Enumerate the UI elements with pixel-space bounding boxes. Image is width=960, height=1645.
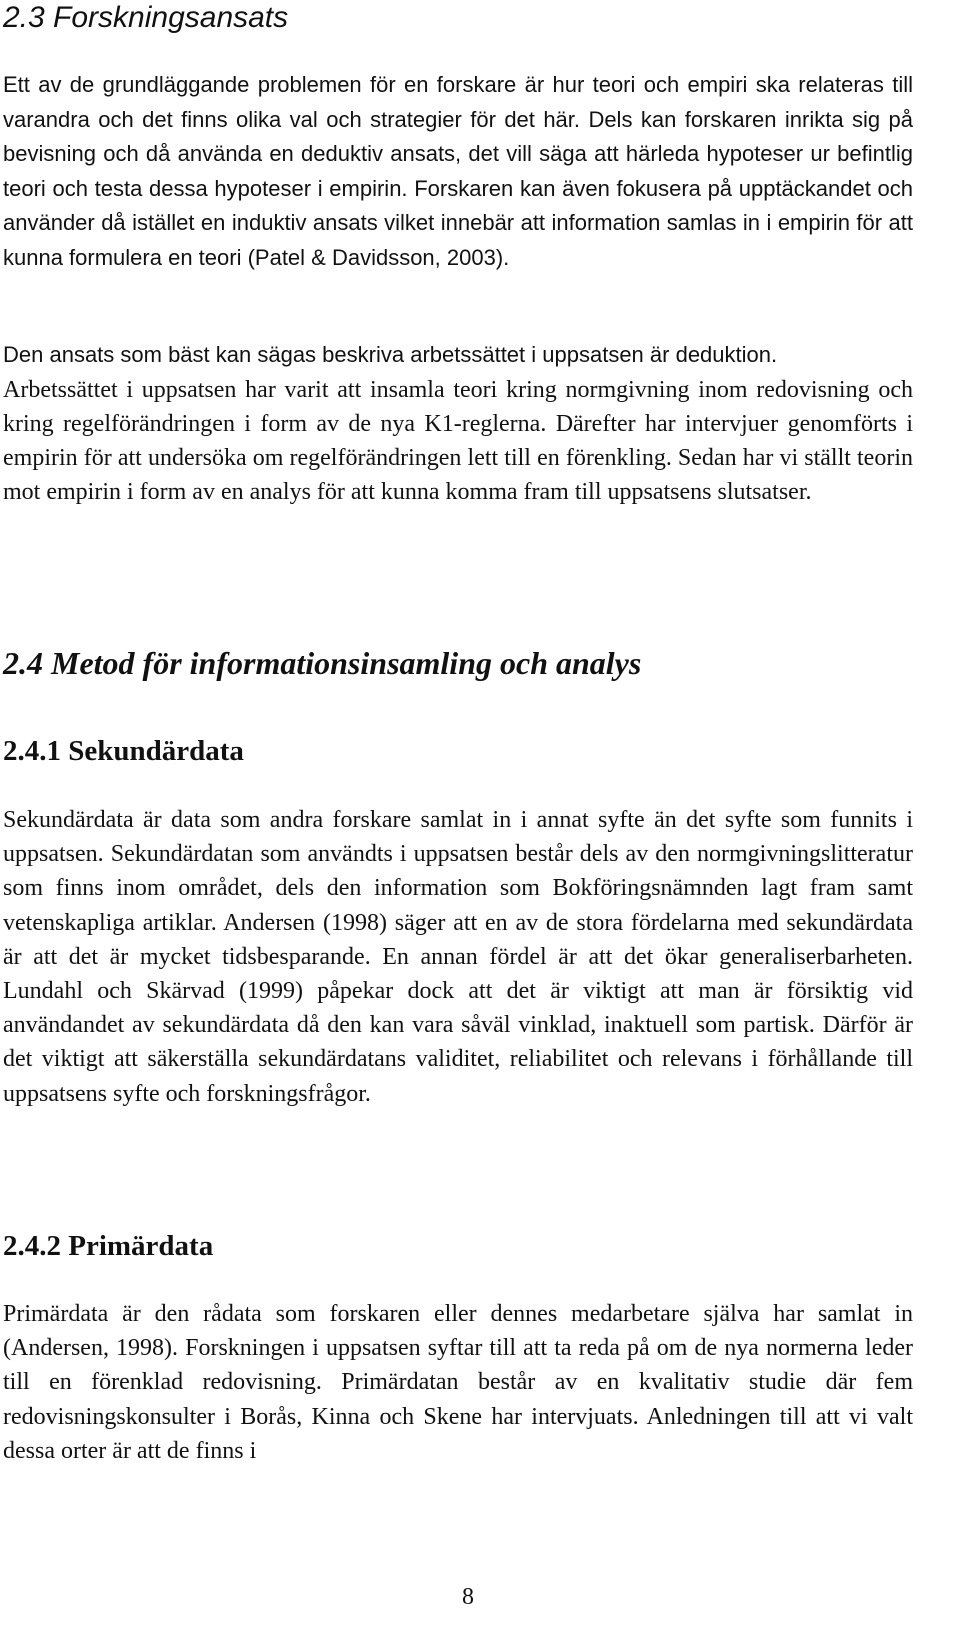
section-heading-2-3: 2.3 Forskningsansats [3, 1, 289, 34]
section-2-3-paragraph-1 [3, 68, 913, 275]
section-2-3 [3, 0, 913, 36]
body-paragraph: Ett av de grundläggande problemen för en forskare är hur teori och empiri ska relateras till varandra och det finns olika val och strategier för det här. Dels kan forskaren inrikta sig på bevisning och då använda en deduktiv ansats, det vill säga att härleda hypoteser ur befintlig teori och testa dessa hypoteser i empirin. Forskaren kan även fokusera på upptäckandet och använder då istället en induktiv ansats vilket innebär att information samlas in i empirin för att kunna formulera en teori (Patel & Davidsson, 2003). [3, 72, 913, 270]
section-2-4-1-paragraph [3, 803, 913, 1111]
body-paragraph: Primärdata är den rådata som forskaren eller dennes medarbetare själva har samlat in (Andersen, 1998). Forskningen i uppsatsen syftar till att ta reda på om de nya normerna leder till en förenklad redovisning. Primärdatan består av en kvalitativ studie där fem redovisningskonsulter i Borås, Kinna och Skene har intervjuats. Anledningen till att vi valt dessa orter är att de finns i [3, 1301, 913, 1464]
section-2-3-paragraph-2 [3, 338, 913, 509]
body-paragraph: Arbetssättet i uppsatsen har varit att insamla teori kring normgivning inom redovisning och kring regelförändringen i form av de nya K1-reglerna. Därefter har intervjuer genomförts i empirin för att undersöka om regelförändringen lett till en förenkling. Sedan har vi ställt teorin mot empirin i form av en analys för att kunna komma fram till uppsatsens slutsatser. [3, 376, 913, 506]
section-2-4-2 [3, 1228, 913, 1264]
section-heading-2-4-1: 2.4.1 Sekundärdata [3, 735, 244, 767]
section-heading-2-4: 2.4 Metod för informationsinsamling och analys [3, 645, 642, 681]
section-heading-2-4-2: 2.4.2 Primärdata [3, 1230, 214, 1262]
section-2-4-2-paragraph [3, 1297, 913, 1468]
section-2-4-1 [3, 733, 913, 769]
body-paragraph: Den ansats som bäst kan sägas beskriva arbetssättet i uppsatsen är deduktion. [3, 342, 778, 367]
body-paragraph: Sekundärdata är data som andra forskare samlat in i annat syfte än det syfte som funnits i uppsatsen. Sekundärdatan som användts i uppsatsen består dels av den normgivningslitteratur som finns inom området, dels den information som Bokföringsnämnden lagt fram samt vetenskapliga artiklar. Andersen (1998) säger att en av de stora fördelarna med sekundärdata är att det är mycket tidsbesparande. En annan fördel är att det ökar generaliserbarheten. Lundahl och Skärvad (1999) påpekar dock att det är viktigt att man är försiktig vid användandet av sekundärdata då den kan vara såväl vinklad, inaktuell som partisk. Därför är det viktigt att säkerställa sekundärdatans validitet, reliabilitet och relevans i förhållande till uppsatsens syfte och forskningsfrågor. [3, 807, 913, 1107]
section-2-4 [3, 644, 913, 682]
page-number: 8 [462, 1584, 474, 1610]
